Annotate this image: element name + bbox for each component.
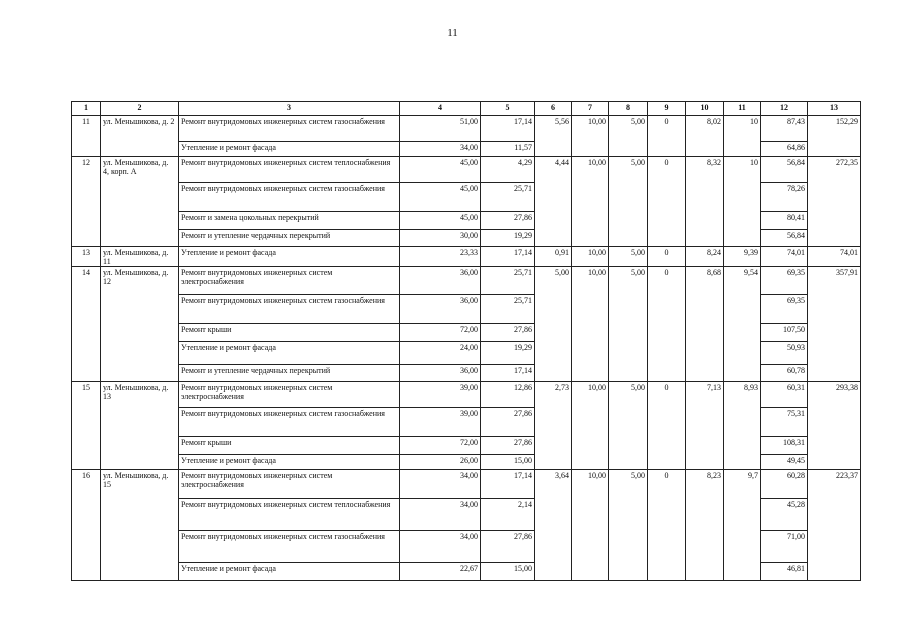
col4-value-cell: 34,00 (400, 142, 481, 157)
col7-value-cell: 10,00 (572, 267, 609, 382)
col5-value-cell: 27,86 (481, 324, 535, 342)
col12-value-cell: 49,45 (761, 455, 808, 470)
col5-value-cell: 19,29 (481, 230, 535, 247)
col10-value-cell: 8,23 (686, 470, 724, 581)
col8-value-cell: 5,00 (609, 470, 648, 581)
col4-value-cell: 26,00 (400, 455, 481, 470)
table-header (72, 102, 861, 116)
col8-value-cell: 5,00 (609, 267, 648, 382)
col9-value-cell: 0 (648, 116, 686, 157)
col5-value-cell: 25,71 (481, 267, 535, 295)
col7-value-cell: 10,00 (572, 247, 609, 267)
col12-value-cell: 56,84 (761, 230, 808, 247)
work-type-cell: Ремонт крыши (179, 324, 400, 342)
work-type-cell: Утепление и ремонт фасада (179, 142, 400, 157)
total-cost-cell: 357,91 (808, 267, 861, 382)
work-type-cell: Ремонт внутридомовых инженерных систем газоснабжения (179, 116, 400, 142)
col12-value-cell: 69,35 (761, 267, 808, 295)
work-type-cell: Ремонт и утепление чердачных перекрытий (179, 230, 400, 247)
col10-value-cell: 7,13 (686, 382, 724, 470)
col5-value-cell: 27,86 (481, 212, 535, 230)
col12-value-cell: 108,31 (761, 437, 808, 455)
col11-value-cell: 10 (724, 157, 761, 247)
work-type-cell: Ремонт и утепление чердачных перекрытий (179, 365, 400, 382)
col6-value-cell: 5,56 (535, 116, 572, 157)
address-cell: ул. Меньшикова, д. 2 (101, 116, 179, 157)
col5-value-cell: 17,14 (481, 247, 535, 267)
col5-value-cell: 17,14 (481, 470, 535, 499)
col11-value-cell: 9,7 (724, 470, 761, 581)
col5-value-cell: 27,86 (481, 531, 535, 563)
work-type-cell: Утепление и ремонт фасада (179, 247, 400, 267)
col10-value-cell: 8,24 (686, 247, 724, 267)
col11-value-cell: 10 (724, 116, 761, 157)
col12-value-cell: 60,78 (761, 365, 808, 382)
column-6-header: 6 (535, 102, 572, 116)
column-number-header: 1 (72, 102, 101, 116)
col4-value-cell: 36,00 (400, 365, 481, 382)
col12-value-cell: 74,01 (761, 247, 808, 267)
col9-value-cell: 0 (648, 157, 686, 247)
col5-value-cell: 2,14 (481, 499, 535, 531)
table-row (72, 116, 861, 142)
total-cost-cell: 272,35 (808, 157, 861, 247)
work-type-cell: Утепление и ремонт фасада (179, 342, 400, 365)
total-cost-cell: 223,37 (808, 470, 861, 581)
col4-value-cell: 72,00 (400, 437, 481, 455)
col4-value-cell: 39,00 (400, 408, 481, 437)
work-type-cell: Ремонт внутридомовых инженерных систем электроснабжения (179, 267, 400, 295)
col4-value-cell: 45,00 (400, 212, 481, 230)
col4-value-cell: 22,67 (400, 563, 481, 581)
col12-value-cell: 64,86 (761, 142, 808, 157)
object-number-cell: 12 (72, 157, 101, 247)
col5-value-cell: 27,86 (481, 437, 535, 455)
work-type-cell: Ремонт внутридомовых инженерных систем газоснабжения (179, 531, 400, 563)
col6-value-cell: 3,64 (535, 470, 572, 581)
work-type-cell: Ремонт внутридомовых инженерных систем электроснабжения (179, 470, 400, 499)
column-7-header: 7 (572, 102, 609, 116)
col5-value-cell: 17,14 (481, 116, 535, 142)
col4-value-cell: 34,00 (400, 499, 481, 531)
col5-value-cell: 17,14 (481, 365, 535, 382)
total-cost-cell: 152,29 (808, 116, 861, 157)
total-cost-cell: 74,01 (808, 247, 861, 267)
col12-value-cell: 80,41 (761, 212, 808, 230)
column-9-header: 9 (648, 102, 686, 116)
col4-value-cell: 72,00 (400, 324, 481, 342)
col12-value-cell: 78,26 (761, 183, 808, 212)
column-8-header: 8 (609, 102, 648, 116)
address-cell: ул. Меньшикова, д. 15 (101, 470, 179, 581)
table-row (72, 247, 861, 267)
table-body (72, 116, 861, 581)
column-5-header: 5 (481, 102, 535, 116)
col12-value-cell: 71,00 (761, 531, 808, 563)
col9-value-cell: 0 (648, 247, 686, 267)
work-type-cell: Ремонт и замена цокольных перекрытий (179, 212, 400, 230)
work-type-cell: Ремонт внутридомовых инженерных систем теплоснабжения (179, 499, 400, 531)
col11-value-cell: 9,54 (724, 267, 761, 382)
work-type-cell: Ремонт внутридомовых инженерных систем электроснабжения (179, 382, 400, 408)
col4-value-cell: 45,00 (400, 157, 481, 183)
col8-value-cell: 5,00 (609, 247, 648, 267)
col8-value-cell: 5,00 (609, 382, 648, 470)
work-type-cell: Утепление и ремонт фасада (179, 455, 400, 470)
col4-value-cell: 36,00 (400, 267, 481, 295)
col11-value-cell: 8,93 (724, 382, 761, 470)
col10-value-cell: 8,02 (686, 116, 724, 157)
address-cell: ул. Меньшикова, д. 4, корп. А (101, 157, 179, 247)
column-13-header: 13 (808, 102, 861, 116)
table-row (72, 267, 861, 295)
object-number-cell: 13 (72, 247, 101, 267)
table-row (72, 382, 861, 408)
col8-value-cell: 5,00 (609, 116, 648, 157)
address-cell: ул. Меньшикова, д. 11 (101, 247, 179, 267)
col5-value-cell: 25,71 (481, 183, 535, 212)
col6-value-cell: 5,00 (535, 267, 572, 382)
col12-value-cell: 87,43 (761, 116, 808, 142)
col9-value-cell: 0 (648, 470, 686, 581)
col4-value-cell: 34,00 (400, 470, 481, 499)
col5-value-cell: 19,29 (481, 342, 535, 365)
column-12-header: 12 (761, 102, 808, 116)
col10-value-cell: 8,68 (686, 267, 724, 382)
col12-value-cell: 60,28 (761, 470, 808, 499)
work-type-cell: Ремонт внутридомовых инженерных систем газоснабжения (179, 183, 400, 212)
address-cell: ул. Меньшикова, д. 12 (101, 267, 179, 382)
table-row (72, 470, 861, 499)
col10-value-cell: 8,32 (686, 157, 724, 247)
col12-value-cell: 60,31 (761, 382, 808, 408)
col12-value-cell: 107,50 (761, 324, 808, 342)
col5-value-cell: 4,29 (481, 157, 535, 183)
object-number-cell: 15 (72, 382, 101, 470)
col9-value-cell: 0 (648, 382, 686, 470)
col5-value-cell: 12,86 (481, 382, 535, 408)
col7-value-cell: 10,00 (572, 116, 609, 157)
col12-value-cell: 46,81 (761, 563, 808, 581)
col5-value-cell: 27,86 (481, 408, 535, 437)
object-number-cell: 16 (72, 470, 101, 581)
col4-value-cell: 39,00 (400, 382, 481, 408)
col6-value-cell: 4,44 (535, 157, 572, 247)
col4-value-cell: 45,00 (400, 183, 481, 212)
header-row (72, 102, 861, 116)
total-cost-cell: 293,38 (808, 382, 861, 470)
work-type-cell: Ремонт внутридомовых инженерных систем теплоснабжения (179, 157, 400, 183)
col12-value-cell: 75,31 (761, 408, 808, 437)
col5-value-cell: 15,00 (481, 455, 535, 470)
col4-value-cell: 30,00 (400, 230, 481, 247)
col5-value-cell: 15,00 (481, 563, 535, 581)
col4-value-cell: 51,00 (400, 116, 481, 142)
column-address-header: 2 (101, 102, 179, 116)
col12-value-cell: 50,93 (761, 342, 808, 365)
col6-value-cell: 2,73 (535, 382, 572, 470)
work-type-cell: Ремонт внутридомовых инженерных систем газоснабжения (179, 408, 400, 437)
col8-value-cell: 5,00 (609, 157, 648, 247)
col7-value-cell: 10,00 (572, 157, 609, 247)
col6-value-cell: 0,91 (535, 247, 572, 267)
col9-value-cell: 0 (648, 267, 686, 382)
column-11-header: 11 (724, 102, 761, 116)
object-number-cell: 14 (72, 267, 101, 382)
column-work-header: 3 (179, 102, 400, 116)
col5-value-cell: 11,57 (481, 142, 535, 157)
repair-cost-table (71, 101, 861, 581)
work-type-cell: Ремонт внутридомовых инженерных систем газоснабжения (179, 295, 400, 324)
table-row (72, 157, 861, 183)
col4-value-cell: 24,00 (400, 342, 481, 365)
page-number: 11 (447, 27, 458, 39)
column-4-header: 4 (400, 102, 481, 116)
column-10-header: 10 (686, 102, 724, 116)
col4-value-cell: 36,00 (400, 295, 481, 324)
col11-value-cell: 9,39 (724, 247, 761, 267)
work-type-cell: Утепление и ремонт фасада (179, 563, 400, 581)
work-type-cell: Ремонт крыши (179, 437, 400, 455)
address-cell: ул. Меньшикова, д. 13 (101, 382, 179, 470)
object-number-cell: 11 (72, 116, 101, 157)
col7-value-cell: 10,00 (572, 382, 609, 470)
col4-value-cell: 23,33 (400, 247, 481, 267)
col12-value-cell: 56,84 (761, 157, 808, 183)
col4-value-cell: 34,00 (400, 531, 481, 563)
col12-value-cell: 69,35 (761, 295, 808, 324)
col12-value-cell: 45,28 (761, 499, 808, 531)
col7-value-cell: 10,00 (572, 470, 609, 581)
col5-value-cell: 25,71 (481, 295, 535, 324)
